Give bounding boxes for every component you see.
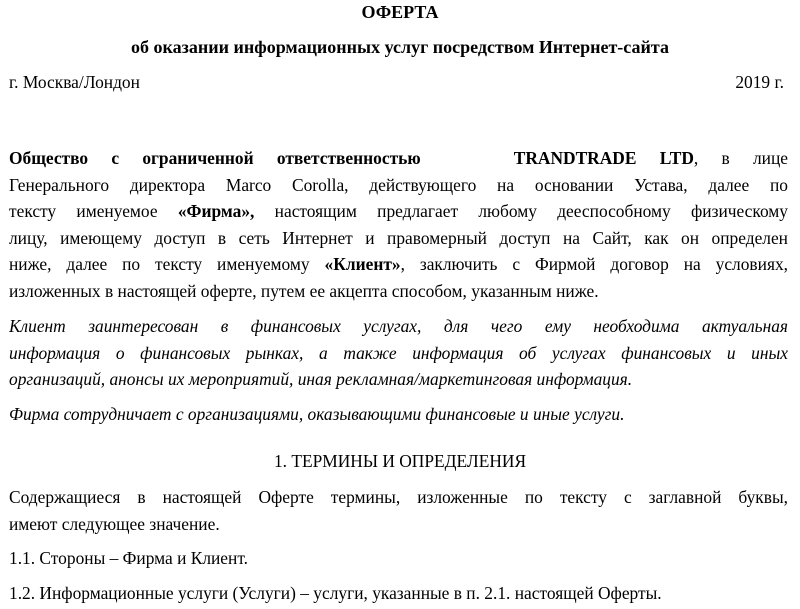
document-subtitle: об оказании информационных услуг посредством Интернет-сайта	[131, 37, 669, 57]
intro-line-5-post: , заключить с Фирмой договор на условиях,	[400, 254, 788, 274]
italic-paragraph	[9, 313, 788, 393]
italic-line-2: информация о финансовых рынках, а также информация об услугах финансовых и иных	[9, 342, 788, 363]
item-1-2	[9, 580, 788, 607]
intro-line-1-tail: , в лице	[693, 148, 788, 168]
company-prefix: Общество с ограниченной ответственностью	[9, 148, 421, 168]
italic-line-1: Клиент заинтересован в финансовых услугах, для чего ему необходима актуальная	[9, 316, 788, 336]
intro-line-4: лицу, имеющему доступ в сеть Интернет и правомерный доступ на Сайт, как он определен	[9, 227, 788, 248]
company-name: TRANDTRADE LTD	[513, 148, 694, 168]
intro-line-6: изложенных в настоящей оферте, путем ее акцепта способом, указанным ниже.	[9, 280, 599, 301]
document-title: ОФЕРТА	[361, 2, 439, 22]
intro-line-5-pre: ниже, далее по тексту именуемому	[9, 254, 325, 274]
firm-term: «Фирма»,	[177, 201, 255, 221]
item-1-1	[9, 545, 788, 572]
intro-paragraph	[9, 145, 788, 304]
intro-line-3	[9, 198, 788, 225]
client-term: «Клиент»	[324, 254, 401, 274]
document-city: г. Москва/Лондон	[9, 72, 140, 92]
intro-line-3-post: настоящим предлагает любому дееспособному физическому	[254, 201, 788, 221]
section-intro	[9, 484, 788, 537]
intro-line-5	[9, 251, 788, 278]
italic-line-3: организаций, анонсы их мероприятий, иная рекламная/маркетинговая информация.	[9, 369, 633, 389]
document-year: 2019 г.	[735, 72, 784, 92]
section-heading: 1. ТЕРМИНЫ И ОПРЕДЕЛЕНИЯ	[273, 451, 527, 471]
cooperation-paragraph	[9, 401, 788, 428]
item-1-1-text: 1.1. Стороны – Фирма и Клиент.	[9, 548, 248, 568]
section-intro-line-1: Содержащиеся в настоящей Оферте термины, изложенные по тексту с заглавной буквы,	[9, 487, 788, 507]
intro-line-2: Генерального директора Marco Corolla, действующего на основании Устава, далее по	[9, 174, 788, 195]
intro-line-1	[9, 145, 788, 172]
item-1-2-text: 1.2. Информационные услуги (Услуги) – услуги, указанные в п. 2.1. настоящей Оферты.	[9, 583, 662, 603]
cooperation-line: Фирма сотрудничает с организациями, оказывающими финансовые и иные услуги.	[9, 404, 625, 424]
intro-line-3-pre: тексту именуемое	[9, 201, 178, 221]
section-intro-line-2: имеют следующее значение.	[9, 513, 220, 534]
